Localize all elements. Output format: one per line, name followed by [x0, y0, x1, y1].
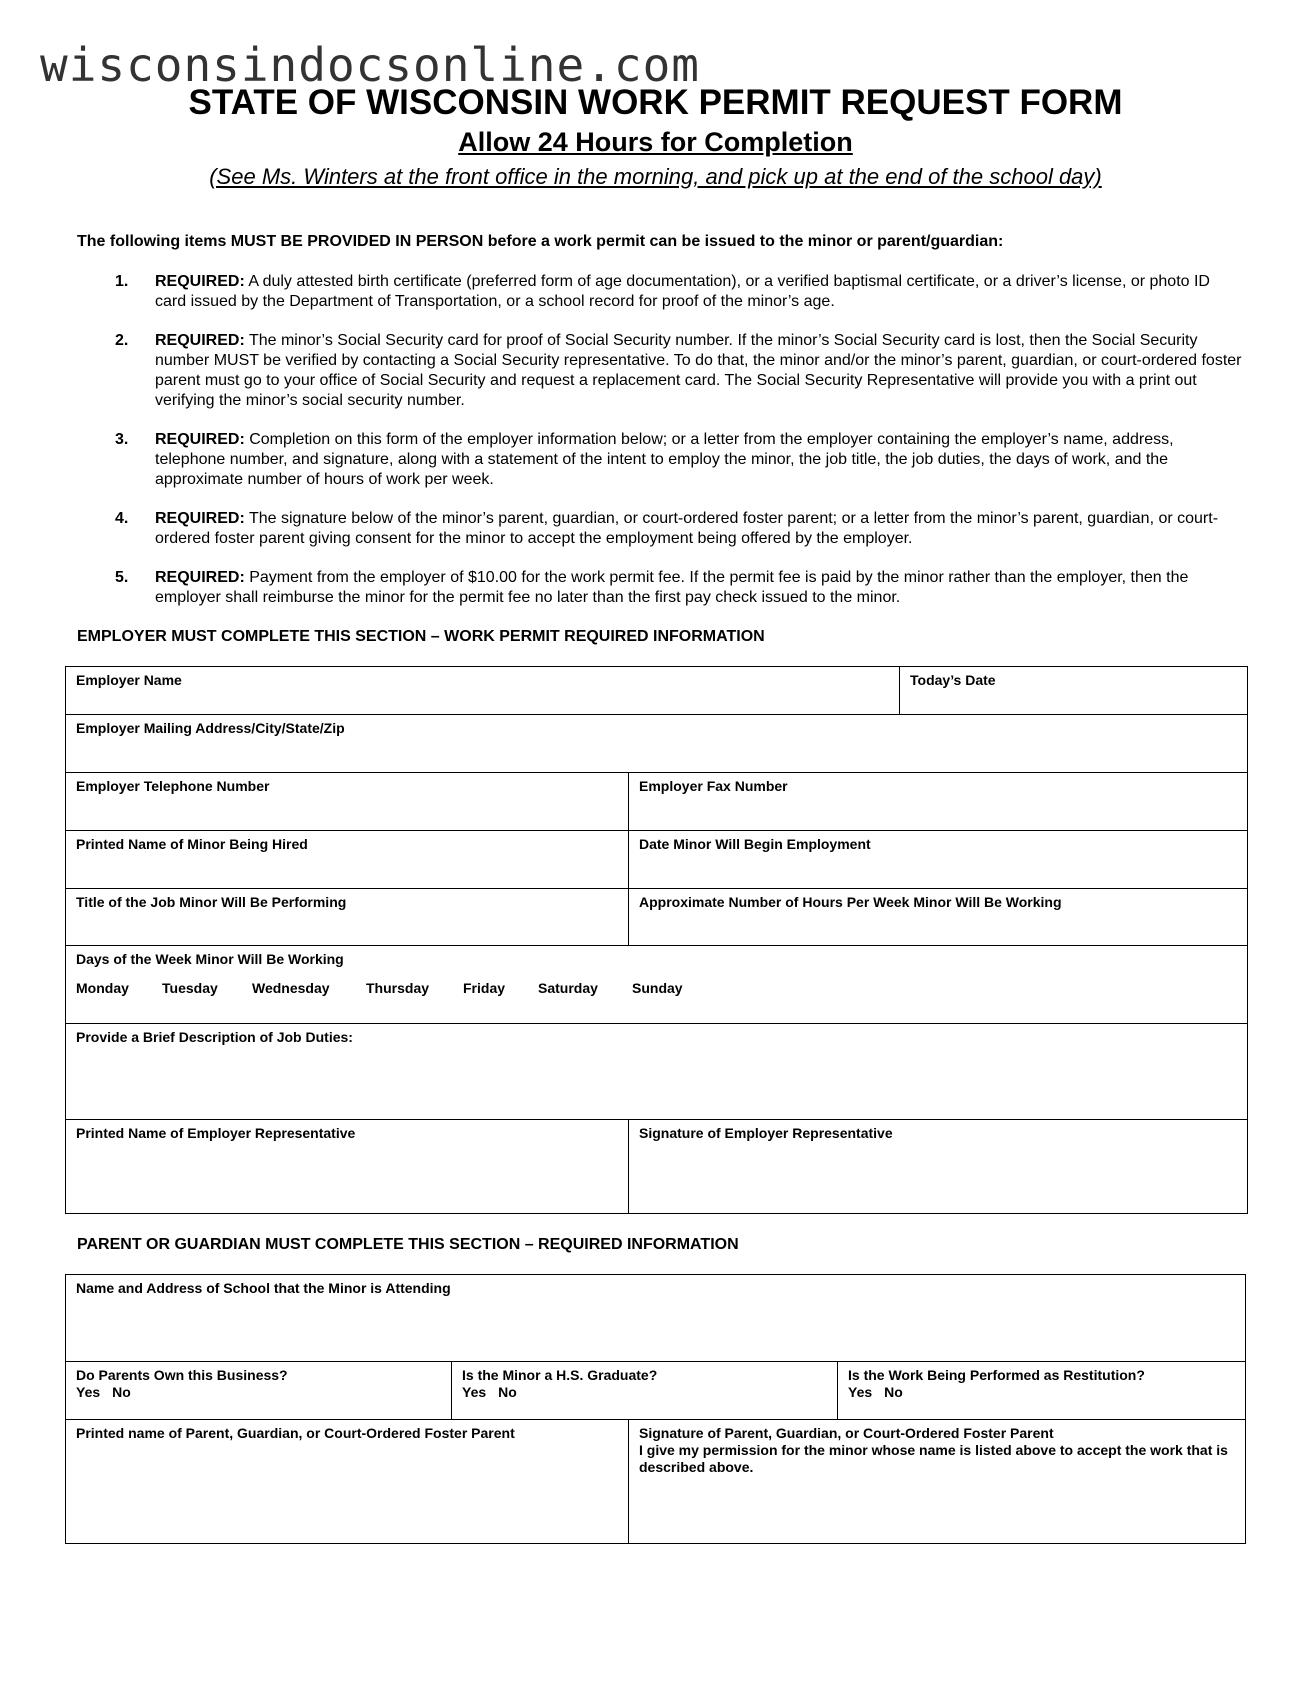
day-saturday[interactable]: Saturday	[538, 980, 598, 996]
hours-per-week-field[interactable]: Approximate Number of Hours Per Week Minor Will Be Working	[628, 888, 1247, 945]
hs-graduate-field: Is the Minor a H.S. Graduate? Yes No	[451, 1361, 837, 1419]
job-title-field[interactable]: Title of the Job Minor Will Be Performing	[66, 888, 628, 945]
todays-date-field[interactable]: Today’s Date	[899, 667, 1247, 714]
own-business-yes[interactable]: Yes	[76, 1384, 101, 1400]
requirement-item: 2. REQUIRED: The minor’s Social Security card for proof of Social Security number. If the minor’s Social Security card is lost, then the Social Security number MUST be verified by contacting a Social Security representative. To do that, the minor and/or the minor’s parent, guardian, or court-ordered foster parent must go to your office of Social Security and request a replacement card. The Social Security Representative will provide you with a print out verifying the minor’s social security number.	[115, 332, 1242, 409]
parent-signature-field[interactable]: Signature of Parent, Guardian, or Court-Ordered Foster Parent I give my permission for the minor whose name is listed above to accept the work that is described above.	[628, 1419, 1245, 1543]
work-days-field: Days of the Week Minor Will Be Working Monday Tuesday Wednesday Thursday Friday Saturday Sunday	[66, 945, 1247, 1023]
telephone-field[interactable]: Employer Telephone Number	[66, 772, 628, 830]
parent-name-field[interactable]: Printed name of Parent, Guardian, or Court-Ordered Foster Parent	[66, 1419, 628, 1543]
job-duties-field[interactable]: Provide a Brief Description of Job Duties:	[66, 1023, 1247, 1119]
parent-section-heading: PARENT OR GUARDIAN MUST COMPLETE THIS SECTION – REQUIRED INFORMATION	[77, 1236, 739, 1253]
requirement-item: 1. REQUIRED: A duly attested birth certificate (preferred form of age documentation), or a verified baptismal certificate, or a driver’s license, or photo ID card issued by the Department of Transportation, or a school record for proof of the minor’s age.	[115, 273, 1210, 310]
employer-section-heading: EMPLOYER MUST COMPLETE THIS SECTION – WORK PERMIT REQUIRED INFORMATION	[77, 628, 765, 645]
hs-graduate-yes[interactable]: Yes	[462, 1384, 487, 1400]
requirement-item: 4. REQUIRED: The signature below of the minor’s parent, guardian, or court-ordered foster parent; or a letter from the minor’s parent, guardian, or court-ordered foster parent giving consent for the minor to accept the employment being offered by the employer.	[115, 510, 1219, 547]
requirements-list	[115, 272, 1245, 627]
fax-field[interactable]: Employer Fax Number	[628, 772, 1247, 830]
form-title: STATE OF WISCONSIN WORK PERMIT REQUEST FORM	[188, 83, 1123, 122]
hs-graduate-no[interactable]: No	[498, 1384, 517, 1400]
minor-name-field[interactable]: Printed Name of Minor Being Hired	[66, 830, 628, 888]
days-list	[76, 980, 683, 997]
pickup-note: (See Ms. Winters at the front office in the morning, and pick up at the end of the school day)	[209, 164, 1102, 189]
form-subtitle: Allow 24 Hours for Completion	[458, 127, 853, 157]
day-tuesday[interactable]: Tuesday	[162, 980, 218, 996]
restitution-no[interactable]: No	[884, 1384, 903, 1400]
watermark: wisconsindocsonline.com	[40, 38, 700, 92]
start-date-field[interactable]: Date Minor Will Begin Employment	[628, 830, 1247, 888]
employer-table	[65, 666, 1248, 1214]
restitution-field: Is the Work Being Performed as Restitution? Yes No	[837, 1361, 1245, 1419]
rep-signature-field[interactable]: Signature of Employer Representative	[628, 1119, 1247, 1213]
day-sunday[interactable]: Sunday	[632, 980, 683, 996]
school-field[interactable]: Name and Address of School that the Minor is Attending	[76, 1280, 451, 1296]
own-business-no[interactable]: No	[112, 1384, 131, 1400]
day-wednesday[interactable]: Wednesday	[252, 980, 330, 996]
intro-text: The following items MUST BE PROVIDED IN PERSON before a work permit can be issued to the minor or parent/guardian:	[77, 233, 1004, 250]
employer-name-field[interactable]: Employer Name	[76, 672, 182, 688]
own-business-field: Do Parents Own this Business? Yes No	[66, 1361, 451, 1419]
day-thursday[interactable]: Thursday	[366, 980, 430, 996]
requirement-item: 5. REQUIRED: Payment from the employer of $10.00 for the work permit fee. If the permit fee is paid by the minor rather than the employer, then the employer shall reimburse the minor for the permit fee no later than the first pay check issued to the minor.	[115, 569, 1189, 606]
rep-name-field[interactable]: Printed Name of Employer Representative	[66, 1119, 628, 1213]
day-friday[interactable]: Friday	[463, 980, 506, 996]
permission-statement: I give my permission for the minor whose name is listed above to accept the work that is described above.	[639, 1442, 1228, 1475]
mailing-address-field[interactable]: Employer Mailing Address/City/State/Zip	[66, 714, 1247, 772]
parent-table	[65, 1274, 1246, 1544]
restitution-yes[interactable]: Yes	[848, 1384, 873, 1400]
day-monday[interactable]: Monday	[76, 980, 129, 996]
requirement-item: 3. REQUIRED: Completion on this form of the employer information below; or a letter from the employer containing the employer’s name, address, telephone number, and signature, along with a statement of the intent to employ the minor, the job title, the job duties, the days of work, and the approximate number of hours of work per week.	[115, 431, 1174, 488]
